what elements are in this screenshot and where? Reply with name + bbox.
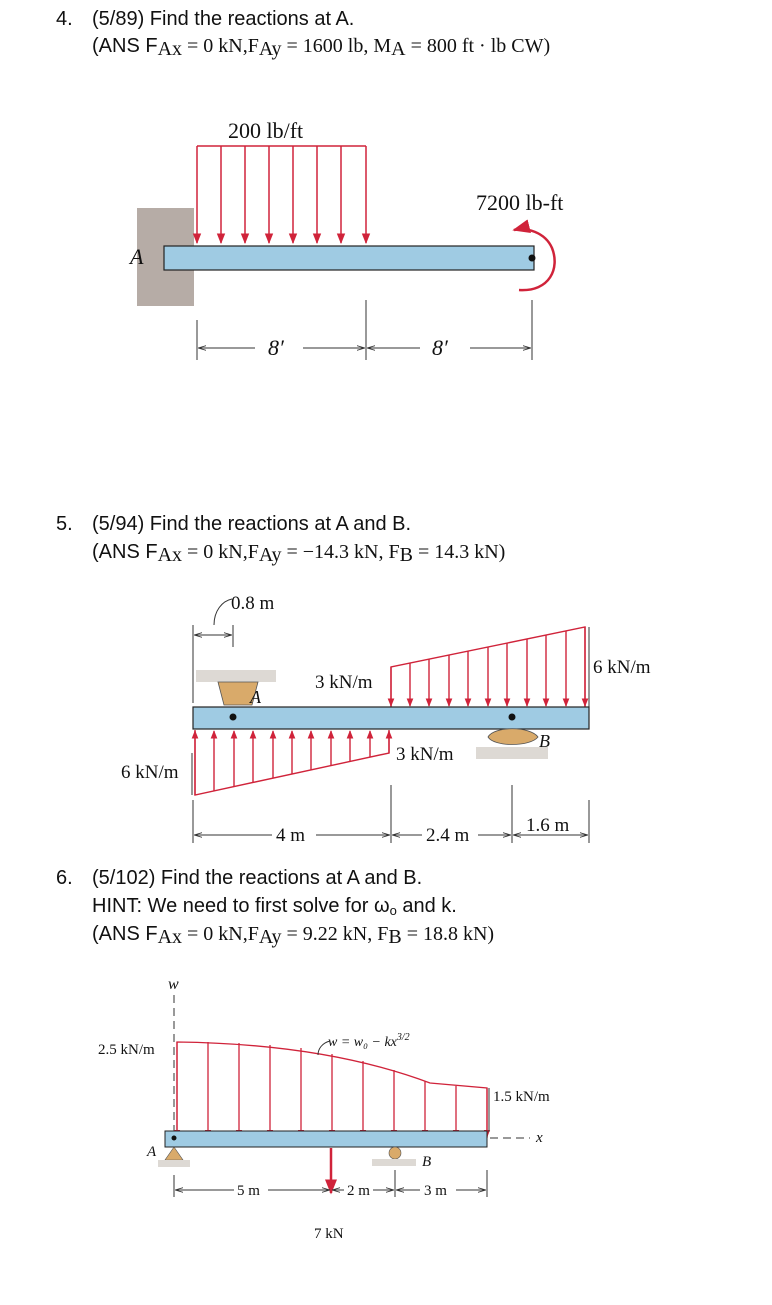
support-b-label: B bbox=[422, 1154, 432, 1170]
bottom-right-load-label: 3 kN/m bbox=[396, 744, 454, 765]
problem-5-number: 5. bbox=[56, 513, 73, 535]
support-b-roller bbox=[488, 729, 538, 745]
dimension-lines bbox=[197, 300, 532, 360]
w-axis-label: w bbox=[168, 976, 179, 993]
top-left-load-label: 3 kN/m bbox=[315, 672, 373, 693]
x-axis-label: x bbox=[536, 1130, 543, 1146]
distributed-load-label: 200 lb/ft bbox=[228, 118, 304, 143]
problem-4-number: 4. bbox=[56, 8, 73, 30]
support-b-roller bbox=[389, 1147, 401, 1159]
problem-6-answer: (ANS $F_{Ax} = 0$ $kN,F_{Ay} = 9.22$ kN, $F_B = 18.8$ kN) bbox=[92, 923, 495, 948]
support-b-base bbox=[476, 747, 548, 759]
beam-point-b bbox=[509, 714, 516, 721]
offset-leader bbox=[214, 599, 232, 625]
support-a-triangle bbox=[165, 1147, 183, 1160]
problem-4-figure bbox=[0, 80, 772, 380]
dimension-3-label: 1.6 m bbox=[526, 815, 570, 836]
support-b-label: B bbox=[539, 731, 550, 751]
load-equation: $w = w_0 - kx^{3/2}$ bbox=[328, 1032, 410, 1050]
right-load-label: 1.5 kN/m bbox=[493, 1089, 550, 1105]
support-a-label: A bbox=[130, 244, 144, 269]
support-b-base bbox=[372, 1159, 416, 1166]
support-a-label: A bbox=[147, 1144, 157, 1160]
beam-point-a bbox=[172, 1136, 177, 1141]
problem-4-title: (5/89) Find the reactions at A. bbox=[92, 8, 355, 30]
support-a-label: A bbox=[250, 687, 261, 707]
top-distributed-load bbox=[391, 627, 585, 707]
distributed-load bbox=[197, 146, 366, 243]
dimension-1-label: 5 m bbox=[237, 1183, 260, 1199]
dimension-1-label: 8′ bbox=[268, 335, 284, 360]
beam bbox=[165, 1131, 487, 1147]
moment-point bbox=[529, 255, 536, 262]
problem-4-text bbox=[56, 6, 716, 62]
distributed-load bbox=[177, 1042, 487, 1138]
dimension-2-label: 8′ bbox=[432, 335, 448, 360]
problem-6-title: (5/102) Find the reactions at A and B. bbox=[92, 867, 423, 889]
top-right-load-label: 6 kN/m bbox=[593, 657, 651, 678]
problem-6-hint: HINT: We need to first solve for $\omega_o$ and k. bbox=[92, 895, 457, 918]
dimension-2-label: 2.4 m bbox=[426, 825, 470, 846]
moment-label: 7200 lb-ft bbox=[476, 190, 564, 215]
problem-6-figure bbox=[0, 965, 772, 1265]
offset-label: 0.8 m bbox=[231, 593, 275, 614]
left-load-label: 2.5 kN/m bbox=[98, 1042, 155, 1058]
beam bbox=[193, 707, 589, 729]
problem-5-text bbox=[56, 511, 716, 567]
dimension-2-label: 2 m bbox=[347, 1183, 370, 1199]
support-a-base bbox=[158, 1160, 190, 1167]
problem-5-answer: (ANS $F_{Ax} = 0$ $kN,F_{Ay} = -14.3$ kN, $F_B = 14.3$ kN) bbox=[92, 541, 506, 566]
support-a-base bbox=[196, 670, 276, 682]
problem-5-title: (5/94) Find the reactions at A and B. bbox=[92, 513, 412, 535]
bottom-distributed-load bbox=[195, 730, 389, 795]
beam-point-a bbox=[230, 714, 237, 721]
point-load-label: 7 kN bbox=[314, 1226, 344, 1242]
dimension-1-label: 4 m bbox=[276, 825, 306, 846]
dimension-3-label: 3 m bbox=[424, 1183, 447, 1199]
bottom-left-load-label: 6 kN/m bbox=[121, 762, 179, 783]
problem-4-answer: (ANS $F_{Ax} = 0$ $kN,F_{Ay} = 1600$ lb, $M_A = 800$ ft · lb CW) bbox=[92, 35, 551, 60]
beam bbox=[164, 246, 534, 270]
problem-6-text bbox=[56, 865, 716, 949]
problem-6-number: 6. bbox=[56, 867, 73, 889]
problem-5-figure bbox=[0, 585, 772, 855]
